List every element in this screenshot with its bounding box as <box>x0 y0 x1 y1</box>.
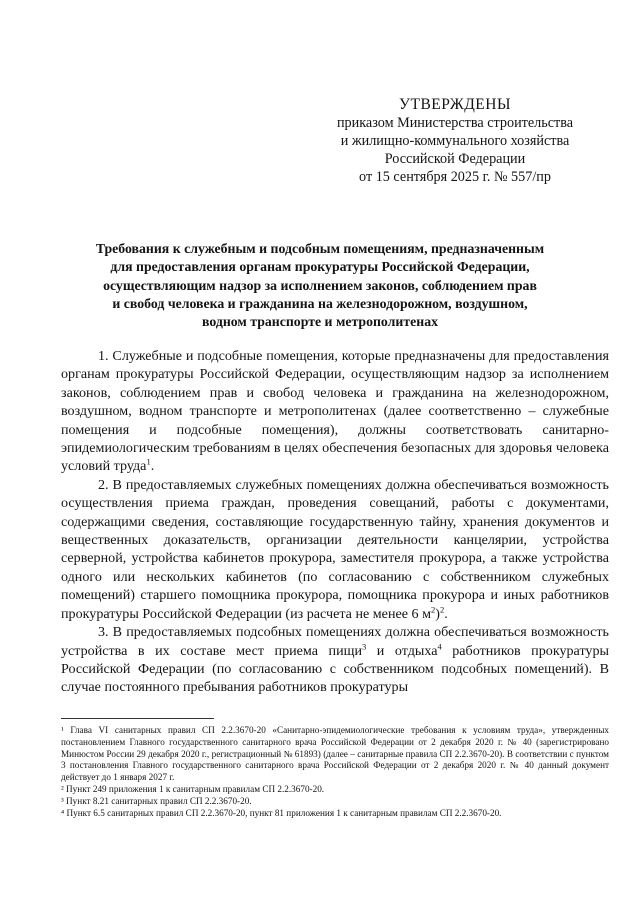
unit-superscript: 2 <box>431 604 436 614</box>
approval-heading: УТВЕРЖДЕНЫ <box>399 96 511 113</box>
title-line: и свобод человека и гражданина на железнодорожном, воздушном, <box>112 295 528 311</box>
footnote-ref: 3 <box>362 640 367 651</box>
title-line: водном транспорте и метрополитенах <box>202 314 438 330</box>
footnote-divider <box>61 718 214 719</box>
title-line: для предоставления органам прокуратуры Российской Федерации, <box>110 259 530 275</box>
paragraph-close: ) <box>435 605 440 622</box>
document-title <box>60 240 580 331</box>
paragraph-text: и отдыха <box>366 642 438 659</box>
approval-block <box>300 96 610 186</box>
footnote-ref: 4 <box>437 640 442 651</box>
footnote-ref: 2 <box>439 604 445 614</box>
approval-line: и жилищно-коммунального хозяйства <box>340 133 570 149</box>
footnote-2: ² Пункт 249 приложения 1 к санитарным правилам СП 2.2.3670-20. <box>61 783 325 794</box>
paragraph-tail: . <box>444 605 448 622</box>
footnote-1: ¹ Глава VI санитарных правил СП 2.2.3670-20 «Санитарно-эпидемиологические требования к условиям труда», утвержденных постановлением Главного государственного санитарного врача Российской Федерации от 2 декабря 2020 г. № 40 (зарегистрировано Минюстом России 29 декабря 2020 г., регистрационный № 61893) (далее – санитарные правила СП 2.2.3670-20). В соответствии с пунктом 3 постановления Главного государственного санитарного врача Российской Федерации от 2 декабря 2020 г. № 40 данный документ действует до 1 января 2027 г. <box>61 725 609 783</box>
paragraph-text: 2. В предоставляемых служебных помещениях должна обеспечиваться возможность осуществления приема граждан, проведения совещаний, работы с документами, содержащими сведения, составляющие государственную тайну, хранения документов и вещественных доказательств, организации деятельности канцелярии, устройства серверной, устройства кабинетов прокурора, заместителя прокурора, а также устройства одного или нескольких кабинетов (по согласованию с собственником служебных помещений) старшего помощника прокурора, помощника прокурора и иных работников прокуратуры Российской Федерации (из расчета не менее 6 м <box>61 476 609 622</box>
paragraph-tail: . <box>150 458 155 475</box>
approval-line: Российской Федерации <box>384 151 526 167</box>
paragraph-2 <box>61 476 609 623</box>
title-line: осуществляющим надзор за исполнением законов, соблюдением прав <box>103 277 537 293</box>
footnotes <box>61 725 609 819</box>
paragraph-text: работников прокуратуры Российской Федерации (по согласованию с собственником подсобных помещений). В случае постоянного пребывания работников прокуратуры <box>61 642 609 696</box>
title-line: Требования к служебным и подсобным помещениям, предназначенным <box>95 241 545 256</box>
paragraph-text: 3. В предоставляемых подсобных помещениях должна обеспечиваться возможность устройства в их составе мест приема пищи <box>61 624 609 659</box>
footnote-3: ³ Пункт 8.21 санитарных правил СП 2.2.3670-20. <box>61 795 252 806</box>
footnote-4: ⁴ Пункт 6.5 санитарных правил СП 2.2.3670-20, пункт 81 приложения 1 к санитарным правилам СП 2.2.3670-20. <box>61 807 502 818</box>
paragraph-3 <box>61 623 609 697</box>
approval-line: от 15 сентября 2025 г. № 557/пр <box>359 169 551 185</box>
document-body <box>61 347 609 697</box>
footnote-ref: 1 <box>146 456 151 467</box>
approval-line: приказом Министерства строительства <box>336 115 574 131</box>
paragraph-1 <box>61 347 609 476</box>
paragraph-text: 1. Служебные и подсобные помещения, которые предназначены для предоставления органам прокуратуры Российской Федерации, осуществляющим надзор за исполнением законов, соблюдением прав и свобод человека и гражданина на железнодорожном, воздушном, водном транспорте и метрополитенах (далее соответственно – служебные помещения и подсобные помещения), должны соответствовать санитарно-эпидемиологическим требованиям в целях обеспечения безопасных для здоровья человека условий труда <box>61 348 609 475</box>
